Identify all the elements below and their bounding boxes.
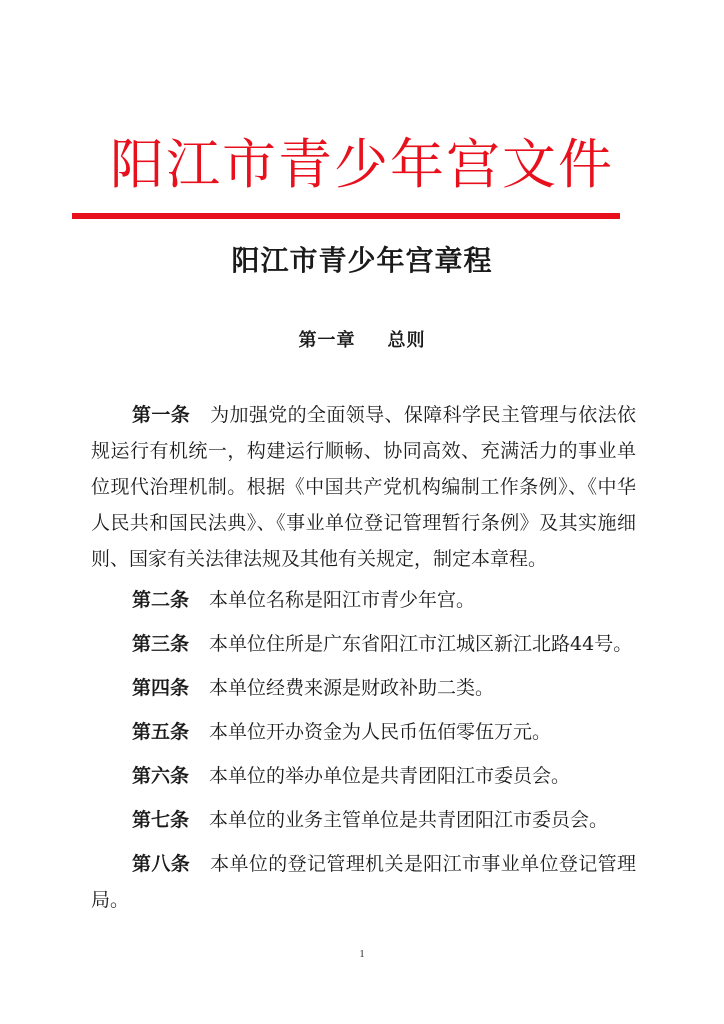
article-number: 第六条 [132, 765, 190, 787]
chapter-heading [0, 326, 724, 352]
article-8 [91, 846, 636, 918]
article-number: 第四条 [132, 677, 190, 699]
article-7 [91, 802, 636, 838]
article-6 [91, 758, 636, 794]
article-4 [91, 670, 636, 706]
article-number: 第五条 [132, 721, 190, 743]
article-number: 第三条 [132, 633, 190, 655]
document-header-title: 阳江市青少年宫文件 [110, 133, 614, 196]
article-text: 本单位开办资金为人民币伍佰零伍万元。 [209, 721, 552, 743]
article-text: 本单位名称是阳江市青少年宫。 [209, 589, 476, 611]
article-text: 本单位住所是广东省阳江市江城区新江北路44号。 [209, 633, 633, 655]
article-number: 第七条 [132, 809, 190, 831]
article-number: 第一条 [132, 404, 191, 426]
article-5 [91, 714, 636, 750]
article-text: 为加强党的全面领导、保障科学民主管理与依法依规运行有机统一，构建运行顺畅、协同高效、充满活力的事业单位现代治理机制。根据《中国共产党机构编制工作条例》、《中华人民共和国民法典》、《事业单位登记管理暂行条例》及其实施细则、国家有关法律法规及其他有关规定，制定本章程。 [91, 404, 636, 570]
chapter-number: 第一章 [298, 330, 356, 351]
article-text: 本单位的业务主管单位是共青团阳江市委员会。 [209, 809, 609, 831]
article-text: 本单位的登记管理机关是阳江市事业单位登记管理局。 [91, 853, 636, 911]
article-3 [91, 626, 636, 662]
article-1 [91, 397, 636, 577]
page-number: 1 [359, 949, 365, 960]
document-title: 阳江市青少年宫章程 [231, 244, 493, 277]
red-header-rule [72, 213, 620, 219]
article-number: 第八条 [132, 853, 191, 875]
article-number: 第二条 [132, 589, 190, 611]
chapter-title: 总则 [387, 330, 426, 351]
articles-list [91, 397, 636, 926]
article-2 [91, 582, 636, 618]
article-text: 本单位的举办单位是共青团阳江市委员会。 [209, 765, 571, 787]
article-text: 本单位经费来源是财政补助二类。 [209, 677, 495, 699]
